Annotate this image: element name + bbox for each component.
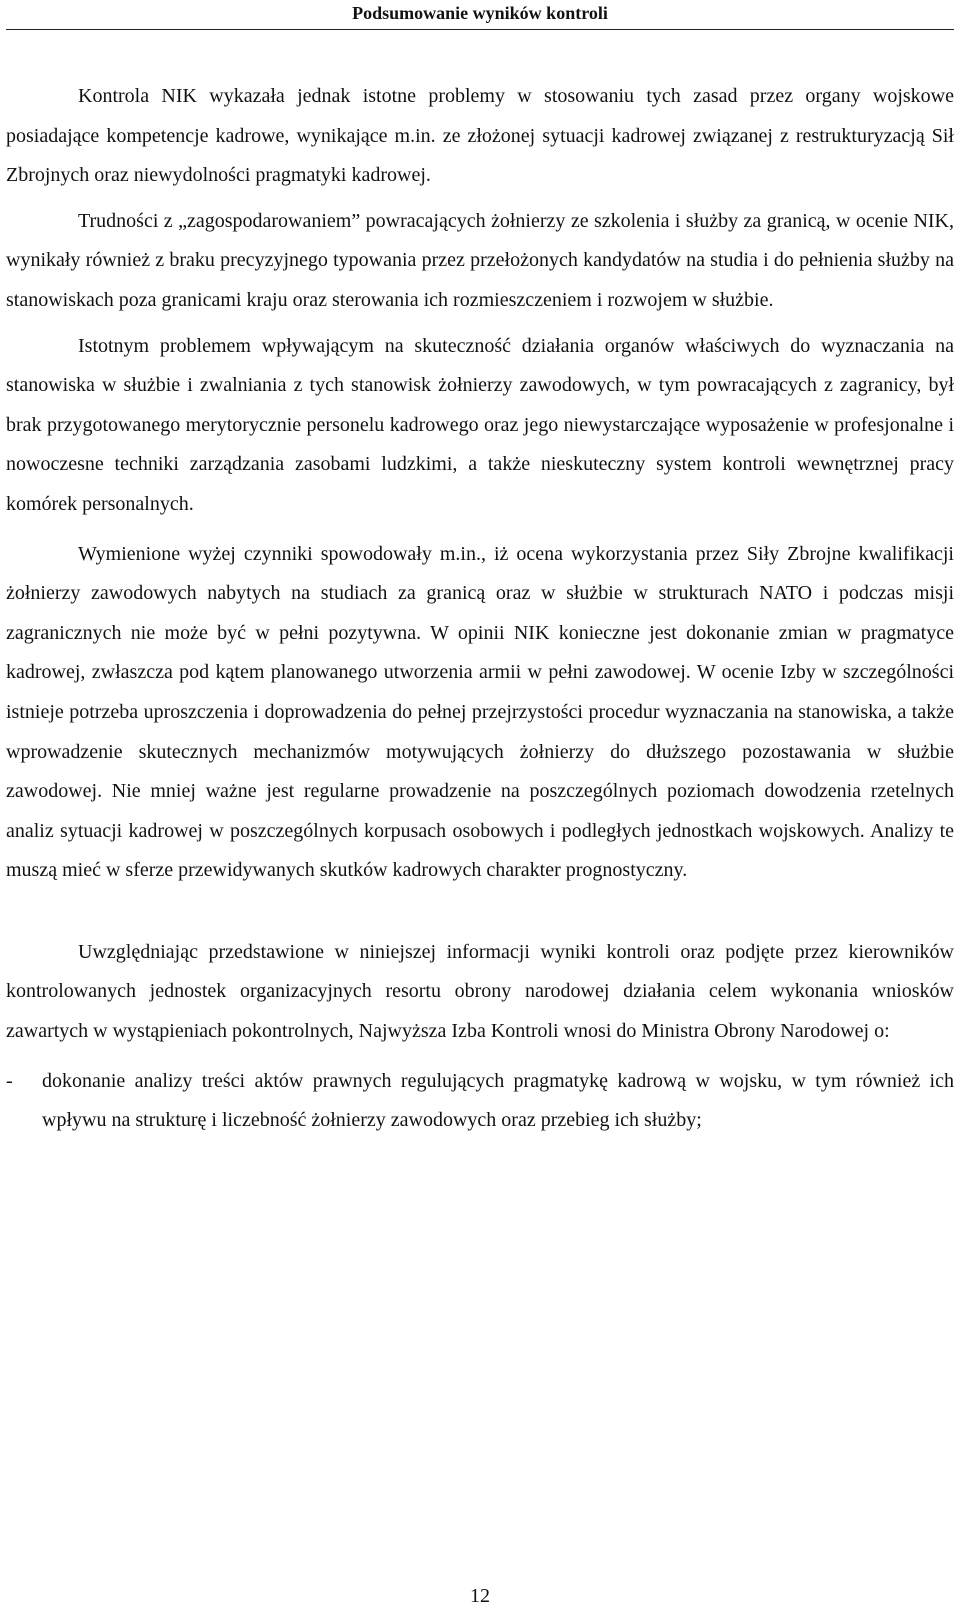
- document-body: [6, 77, 954, 1141]
- page-number: 12: [470, 1585, 490, 1607]
- paragraph-5: Uwzględniając przedstawione w niniejszej informacji wyniki kontroli oraz podjęte przez kierowników kontrolowanych jednostek organizacyjnych resortu obrony narodowej działania celem wykonania wniosków zawartych w wystąpieniach pokontrolnych, Najwyższa Izba Kontroli wnosi do Ministra Obrony Narodowej o:: [6, 940, 954, 1043]
- running-header: Podsumowanie wyników kontroli: [352, 3, 608, 23]
- paragraph-4: Wymienione wyżej czynniki spowodowały m.in., iż ocena wykorzystania przez Siły Zbrojne kwalifikacji żołnierzy zawodowych nabytych na studiach za granicą oraz w służbie w strukturach NATO i podczas misji zagranicznych nie może być w pełni pozytywna. W opinii NIK konieczne jest dokonanie zmian w pragmatyce kadrowej, zwłaszcza pod kątem planowanego utworzenia armii w pełni zawodowej. W ocenie Izby w szczególności istnieje potrzeba uproszczenia i doprowadzenia do pełnej przejrzystości procedur wyznaczania na stanowiska, a także wprowadzenie skutecznych mechanizmów motywujących żołnierzy do dłuższego pozostawania w służbie zawodowej. Nie mniej ważne jest regularne prowadzenie na poszczególnych poziomach dowodzenia rzetelnych analiz sytuacji kadrowej w poszczególnych korpusach osobowych i podległych jednostkach wojskowych. Analizy te muszą mieć w sferze przewidywanych skutków kadrowych charakter prognostyczny.: [6, 542, 954, 882]
- paragraph-1: Kontrola NIK wykazała jednak istotne problemy w stosowaniu tych zasad przez organy wojskowe posiadające kompetencje kadrowe, wynikające m.in. ze złożonej sytuacji kadrowej związanej z restrukturyzacją Sił Zbrojnych oraz niewydolności pragmatyki kadrowej.: [6, 85, 954, 187]
- list-item: [6, 1062, 954, 1141]
- list-item-text: dokonanie analizy treści aktów prawnych regulujących pragmatykę kadrową w wojsku, w tym również ich wpływu na strukturę i liczebność żołnierzy zawodowych oraz przebieg ich służby;: [42, 1069, 954, 1132]
- paragraph-3: Istotnym problemem wpływającym na skuteczność działania organów właściwych do wyznaczania na stanowiska w służbie i zwalniania z tych stanowisk żołnierzy zawodowych, w tym powracających z zagranicy, był brak przygotowanego merytorycznie personelu kadrowego oraz jego niewystarczające wyposażenie w profesjonalne i nowoczesne techniki zarządzania zasobami ludzkimi, a także nieskuteczny system kontroli wewnętrznej pracy komórek personalnych.: [6, 334, 954, 515]
- list-dash-marker: -: [6, 1069, 13, 1092]
- recommendation-list: [6, 1062, 954, 1141]
- paragraph-2: Trudności z „zagospodarowaniem” powracających żołnierzy ze szkolenia i służby za granicą, w ocenie NIK, wynikały również z braku precyzyjnego typowania przez przełożonych kandydatów na studia i do pełnienia służby na stanowiskach poza granicami kraju oraz sterowania ich rozmieszczeniem i rozwojem w służbie.: [6, 209, 954, 311]
- header-rule: [6, 29, 954, 30]
